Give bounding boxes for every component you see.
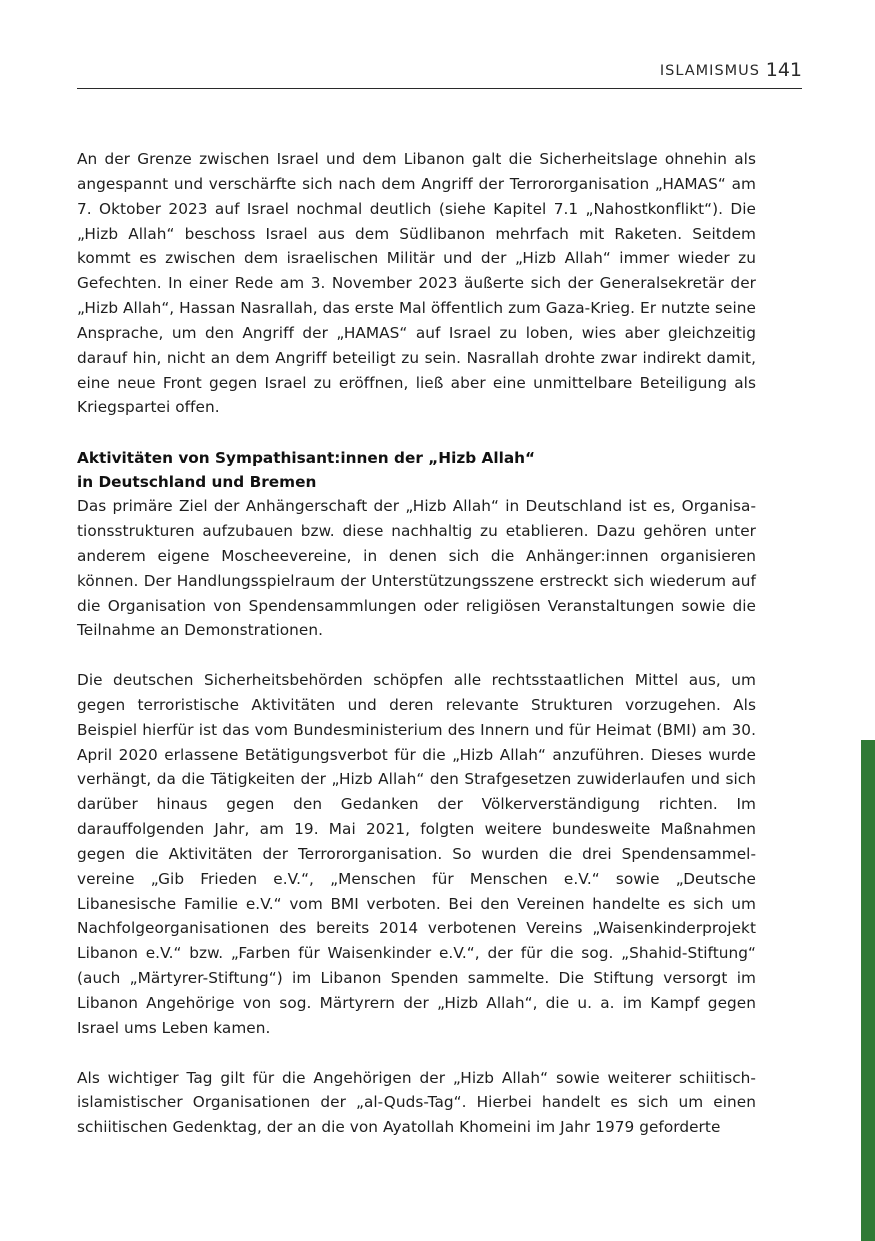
paragraph-al-quds-tag: Als wichtiger Tag gilt für die Angehörigen der „Hizb Allah“ sowie weiterer schiitisch-islamistischer Organisationen der „al-Quds-Tag“. Hierbei handelt es sich um einen schiitischen Gedenktag, der an die von Ayatollah Khomeini im Jahr 1979 geforderte [77, 1068, 756, 1137]
paragraph-grenze-libanon: An der Grenze zwischen Israel und dem Libanon galt die Sicherheitslage ohnehin als angespannt und verschärfte sich nach dem Angriff der Terrororganisation „HAMAS“ am 7. Oktober 2023 auf Israel nochmal deutlich (siehe Kapitel 7.1 „Nahostkonflikt“). Die „Hizb Allah“ beschoss Israel aus dem Südlibanon mehrfach mit Raketen. Seitdem kommt es zwischen dem israelischen Militär und der „Hizb Allah“ immer wieder zu Gefechten. In einer Rede am 3. November 2023 äußerte sich der Generalsekretär der „Hizb Allah“, Hassan Nasrallah, das erste Mal öffentlich zum Gaza-Krieg. Er nutzte seine Ansprache, um den Angriff der „HAMAS“ auf Israel zu loben, wies aber gleichzeitig darauf hin, nicht an dem Angriff beteiligt zu sein. Nasrallah drohte zwar indirekt damit, eine neue Front gegen Israel zu eröffnen, ließ aber eine unmittelbare Beteiligung als Kriegspartei offen. [77, 150, 756, 417]
paragraph-anhaengerschaft: Das primäre Ziel der Anhängerschaft der „Hizb Allah“ in Deutschland ist es, Organisationsstrukturen aufzubauen bzw. diese nachhaltig zu etablieren. Dazu gehören unter anderem eigene Moscheevereine, in denen sich die Anhänger:innen organisieren können. Der Handlungsspielraum der Unterstützungsszene erstreckt sich wiederum auf die Organisation von Spendensammlungen oder religiösen Veranstaltungen sowie die Teilnahme an Demonstrationen. [77, 497, 756, 640]
section-title: ISLAMISMUS [659, 63, 760, 79]
page-number: 141 [765, 59, 802, 81]
section-heading-line-1: Aktivitäten von Sympathisant:innen der „Hizb Allah“ [77, 449, 536, 468]
page-body [77, 147, 756, 1140]
section-heading-line-2: in Deutschland und Bremen [77, 473, 317, 492]
chapter-color-tab [861, 740, 875, 1241]
section-heading [77, 446, 756, 494]
running-header [77, 58, 802, 89]
paragraph-sicherheitsbehoerden: Die deutschen Sicherheitsbehörden schöpfen alle rechtsstaatlichen Mittel aus, um gegen terroristische Aktivitäten und deren relevante Strukturen vorzugehen. Als Beispiel hierfür ist das vom Bundesministerium des Innern und für Heimat (BMI) am 30. April 2020 erlassene Betätigungsverbot für die „Hizb Allah“ anzuführen. Dieses wurde verhängt, da die Tätigkeiten der „Hizb Allah“ den Strafgesetzen zuwiderlaufen und sich darüber hinaus gegen den Gedanken der Völkerverständigung richten. Im darauffolgenden Jahr, am 19. Mai 2021, folgten weitere bundesweite Maßnahmen gegen die Aktivitäten der Terrororganisation. So wurden die drei Spendensammelvereine „Gib Frieden e.V.“, „Menschen für Menschen e.V.“ sowie „Deutsche Libanesische Familie e.V.“ vom BMI verboten. Bei den Vereinen handelte es sich um Nachfolgeorganisationen des bereits 2014 verbotenen Vereins „Waisenkinderprojekt Libanon e.V.“ bzw. „Farben für Waisenkinder e.V.“, der für die sog. „Shahid-Stiftung“ (auch „Märtyrer-Stiftung“) im Libanon Spenden sammelte. Die Stiftung versorgt im Libanon Angehörige von sog. Märtyrern der „Hizb Allah“, die u. a. im Kampf gegen Israel ums Leben kamen. [77, 671, 756, 1037]
